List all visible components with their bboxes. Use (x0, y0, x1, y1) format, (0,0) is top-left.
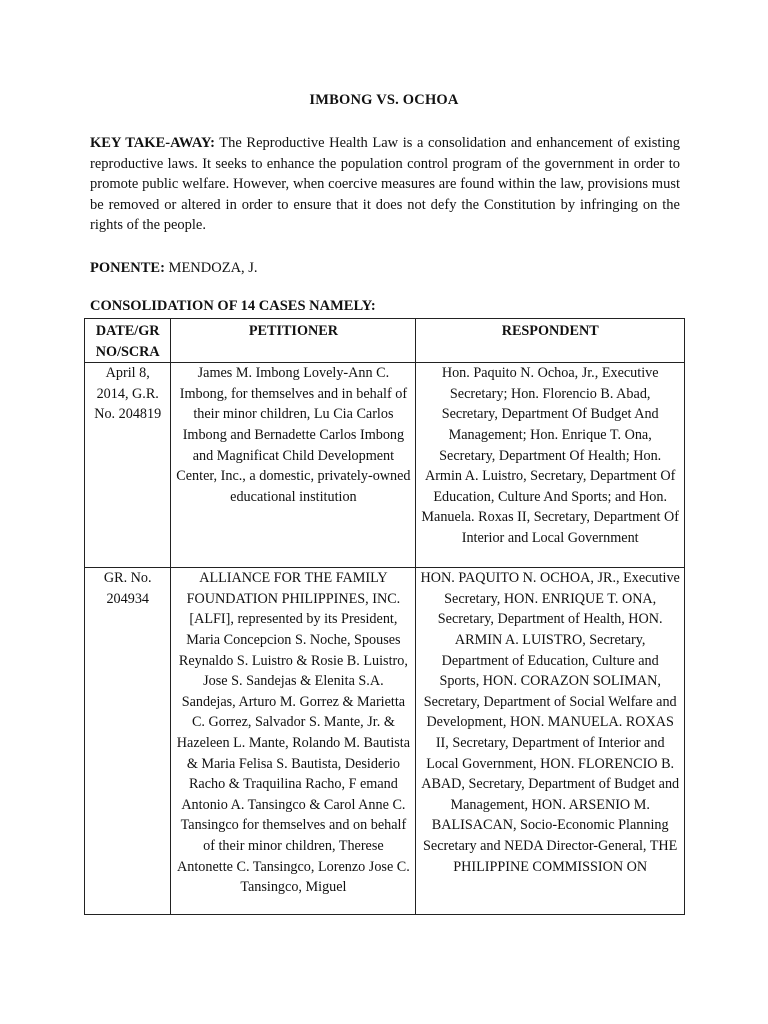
consolidation-heading: CONSOLIDATION OF 14 CASES NAMELY: (90, 298, 376, 314)
ponente-line (90, 258, 680, 279)
ponente-label: PONENTE: (90, 260, 165, 276)
cell-respondent: HON. PAQUITO N. OCHOA, JR., Executive Secretary, HON. ENRIQUE T. ONA, Secretary, Department of Health, HON. ARMIN A. LUISTRO, Secretary, Department of Education, Culture and Sports, HON. CORAZON SOLIMAN, Secretary, Department of Social Welfare and Development, HON. MANUELA. ROXAS II, Secretary, Department of Interior and Local Government, HON. FLORENCIO B. ABAD, Secretary, Department of Budget and Management, HON. ARSENIO M. BALISACAN, Socio-Economic Planning Secretary and NEDA Director-General, THE PHILIPPINE COMMISSION ON (416, 568, 685, 915)
document-title: IMBONG VS. OCHOA (309, 92, 459, 108)
cases-table (84, 318, 685, 915)
table-row (85, 363, 685, 568)
header-date: DATE/GR NO/SCRA (85, 319, 171, 363)
ponente-value: MENDOZA, J. (168, 260, 258, 276)
cell-date: GR. No. 204934 (85, 568, 171, 915)
cell-petitioner: James M. Imbong Lovely-Ann C. Imbong, for themselves and in behalf of their minor children, Lu Cia Carlos Imbong and Bernadette Carlos Imbong and Magnificat Child Development Center, Inc., a domestic, privately-owned educational institution (171, 363, 416, 568)
cell-date: April 8, 2014, G.R. No. 204819 (85, 363, 171, 568)
cell-respondent: Hon. Paquito N. Ochoa, Jr., Executive Secretary; Hon. Florencio B. Abad, Secretary, Department Of Budget And Management; Hon. Enrique T. Ona, Secretary, Department Of Health; Hon. Armin A. Luistro, Secretary, Department Of Education, Culture And Sports; and Hon. Manuela. Roxas II, Secretary, Department Of Interior and Local Government (416, 363, 685, 568)
table-header-row (85, 319, 685, 363)
header-petitioner: PETITIONER (171, 319, 416, 363)
key-takeaway-text: The Reproductive Health Law is a consolidation and enhancement of existing reproductive laws. It seeks to enhance the population control program of the government in order to promote public welfare. However, when coercive measures are found within the law, provisions must be removed or altered in order to ensure that it does not defy the Constitution by infringing on the rights of the people. (90, 135, 680, 234)
key-takeaway-paragraph (90, 133, 680, 236)
cell-petitioner: ALLIANCE FOR THE FAMILY FOUNDATION PHILIPPINES, INC. [ALFI], represented by its President, Maria Concepcion S. Noche, Spouses Reynaldo S. Luistro & Rosie B. Luistro, Jose S. Sandejas & Elenita S.A. Sandejas, Arturo M. Gorrez & Marietta C. Gorrez, Salvador S. Mante, Jr. & Hazeleen L. Mante, Rolando M. Bautista & Maria Felisa S. Bautista, Desiderio Racho & Traquilina Racho, F emand Antonio A. Tansingco & Carol Anne C. Tansingco for themselves and on behalf of their minor children, Therese Antonette C. Tansingco, Lorenzo Jose C. Tansingco, Miguel (171, 568, 416, 915)
header-respondent: RESPONDENT (416, 319, 685, 363)
table-row (85, 568, 685, 915)
key-takeaway-label: KEY TAKE-AWAY: (90, 135, 215, 151)
